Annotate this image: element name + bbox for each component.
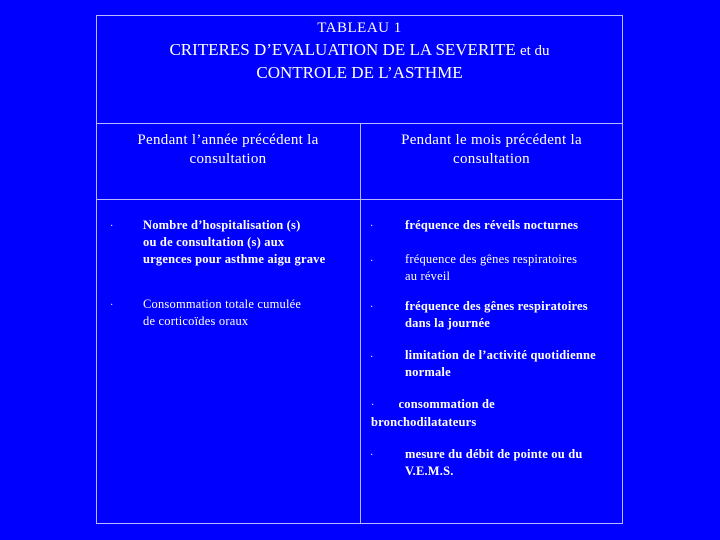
bullet-icon: ·	[371, 400, 375, 411]
bullet-icon: ·	[110, 300, 114, 311]
bullet-icon: ·	[110, 221, 114, 232]
item-line: fréquence des gênes respiratoires	[405, 299, 588, 313]
left-heading-line-1: Pendant l’année précédent la	[137, 132, 319, 148]
right-item-bronchodilatateurs	[371, 396, 495, 431]
right-item-limitation-activite	[405, 347, 596, 381]
table-header	[96, 20, 623, 83]
item-line: limitation de l’activité quotidienne	[405, 348, 596, 362]
item-line: au réveil	[405, 269, 451, 283]
title-line-2: CONTROLE DE L’ASTHME	[256, 63, 463, 82]
bullet-icon: ·	[370, 450, 374, 461]
right-item-genes-journee	[405, 298, 588, 332]
item-line: fréquence des gênes respiratoires	[405, 252, 578, 266]
item-line: V.E.M.S.	[405, 464, 454, 478]
left-item-corticoides	[143, 296, 301, 330]
item-line: bronchodilatateurs	[371, 415, 477, 429]
item-line: Consommation totale cumulée	[143, 297, 302, 311]
item-line: Nombre d’hospitalisation (s)	[143, 218, 301, 232]
title-line-1: CRITERES D’EVALUATION DE LA SEVERITE	[169, 40, 516, 59]
bullet-icon: ·	[370, 302, 374, 313]
bullet-icon: ·	[370, 221, 374, 232]
left-heading-line-2: consultation	[189, 151, 267, 167]
item-line-text: consommation de	[398, 397, 495, 411]
item-line: dans la journée	[405, 316, 490, 330]
item-line: urgences pour asthme aigu grave	[143, 252, 326, 266]
bullet-icon: ·	[370, 352, 374, 363]
table-label: TABLEAU 1	[317, 20, 402, 36]
bullet-icon: ·	[370, 256, 374, 267]
item-line: normale	[405, 365, 451, 379]
left-item-hospitalisations	[143, 217, 325, 268]
right-heading-line-2: consultation	[453, 151, 530, 167]
right-heading-line-1: Pendant le mois précédent la	[401, 132, 582, 148]
item-line: de corticoïdes oraux	[143, 314, 249, 328]
item-line: fréquence des réveils nocturnes	[405, 218, 579, 232]
item-line: ou de consultation (s) aux	[143, 235, 285, 249]
item-line	[371, 396, 495, 414]
right-item-debit-pointe	[405, 446, 583, 480]
right-item-reveils-nocturnes	[405, 217, 578, 234]
title-suffix: et du	[519, 43, 550, 59]
item-line: mesure du débit de pointe ou du	[405, 447, 583, 461]
page-title	[96, 39, 623, 62]
left-column-heading	[96, 131, 360, 169]
column-divider	[360, 123, 361, 524]
right-column-heading	[360, 131, 623, 169]
right-item-genes-reveil	[405, 251, 577, 285]
